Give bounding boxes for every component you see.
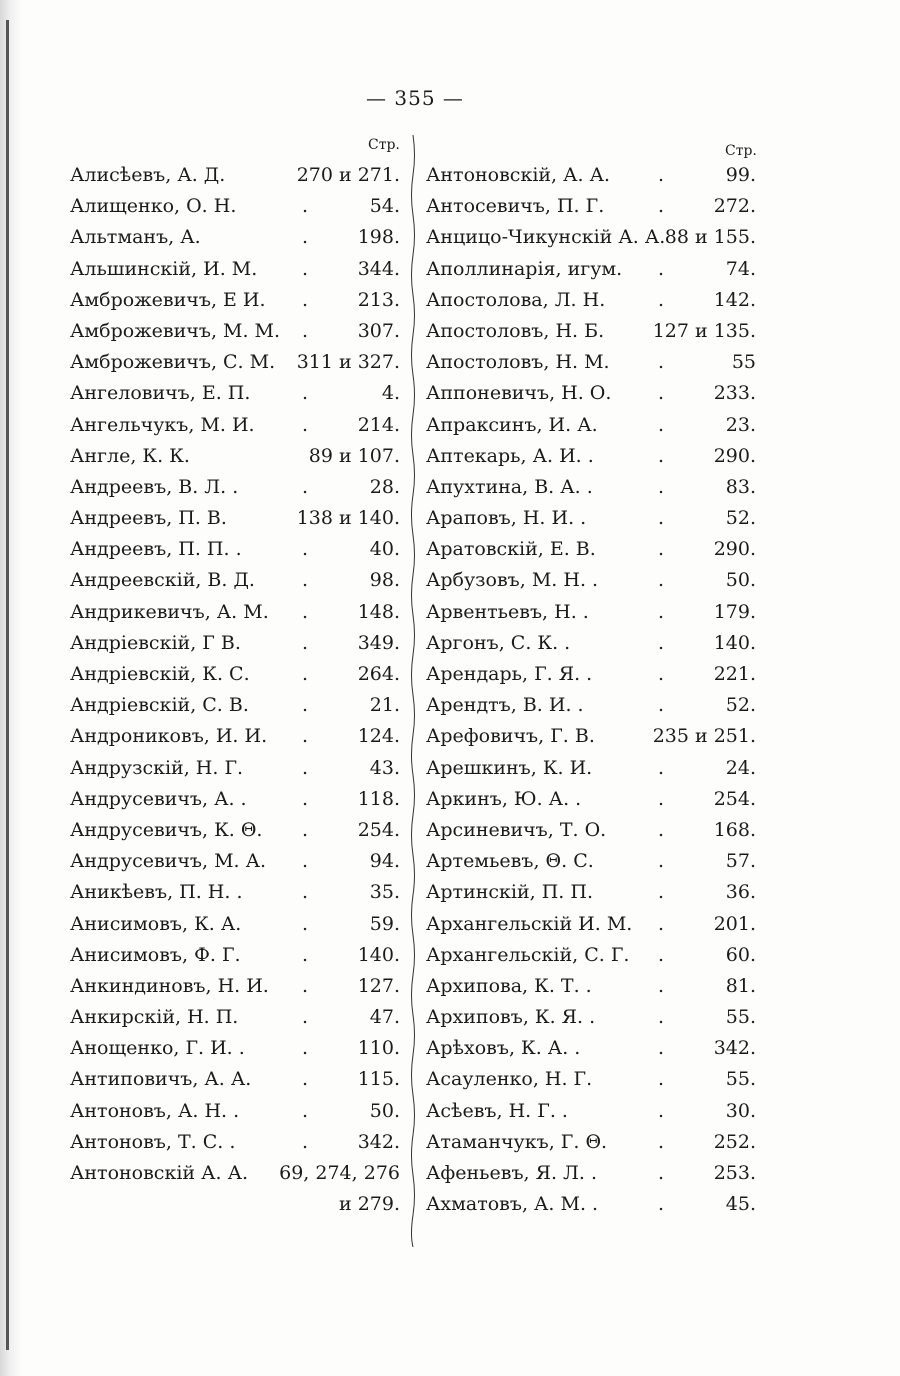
right-index-column <box>426 160 760 1220</box>
index-entry <box>70 347 404 378</box>
entry-leader: . <box>302 756 309 779</box>
entry-leader: . <box>658 507 665 530</box>
entry-leader: . <box>302 413 309 436</box>
entry-name: Асауленко, Н. Г. <box>426 1068 593 1091</box>
entry-name: Андрикевичъ, А. М. <box>70 600 269 623</box>
index-entry <box>426 160 760 191</box>
entry-leader: . <box>658 694 665 717</box>
entry-name: Аратовскій, Е. В. <box>426 538 596 561</box>
entry-name: Андріевскій, К. С. <box>70 663 250 685</box>
entry-leader: . <box>302 1099 309 1122</box>
entry-name: Андрузскій, Н. Г. <box>70 756 244 779</box>
entry-pages: 198. <box>357 226 400 249</box>
entry-leader: . <box>658 413 665 436</box>
entry-name: Анкиндиновъ, Н. И. <box>70 974 269 997</box>
entry-leader: . <box>658 850 665 873</box>
entry-leader: . <box>658 1099 665 1122</box>
entry-name: Андрусевичъ, М. А. <box>70 850 267 873</box>
entry-pages: 140. <box>357 943 400 966</box>
entry-leader: . <box>658 663 665 685</box>
entry-pages: 311 и 327. <box>296 351 400 374</box>
entry-leader: . <box>658 195 665 218</box>
entry-name: Аптекарь, А. И. . <box>426 444 594 467</box>
entry-name: Антосевичъ, П. Г. <box>426 195 605 218</box>
entry-name: Асѣевъ, Н. Г. . <box>426 1099 568 1122</box>
entry-pages: 4. <box>381 382 400 405</box>
entry-name: Андріевскій, С. В. <box>70 694 249 717</box>
entry-name: Андріевскій, Г В. <box>70 631 241 654</box>
entry-pages: 342. <box>357 1130 400 1153</box>
entry-leader: . <box>658 756 665 779</box>
entry-pages: 55. <box>725 1068 756 1091</box>
entry-pages: 349. <box>357 631 400 654</box>
index-entry <box>70 1127 404 1158</box>
entry-name: Анисимовъ, Ф. Г. <box>70 943 241 966</box>
index-entry <box>426 690 760 721</box>
index-entry <box>426 753 760 784</box>
entry-pages: 254. <box>713 787 756 810</box>
entry-pages: 54. <box>369 195 400 218</box>
index-entry <box>70 191 404 222</box>
index-entry <box>426 565 760 596</box>
index-entry <box>426 222 760 253</box>
entry-leader: . <box>302 725 309 748</box>
entry-pages: 252. <box>713 1130 756 1153</box>
entry-pages: 59. <box>369 912 400 935</box>
entry-name: Амброжевичъ, М. М. <box>70 319 281 342</box>
entry-name: Алищенко, О. Н. <box>70 195 237 218</box>
index-entry <box>70 940 404 971</box>
entry-name: Архиповъ, К. Я. . <box>426 1006 596 1029</box>
entry-leader: . <box>658 475 665 498</box>
entry-pages: 290. <box>713 538 756 561</box>
entry-name: Арешкинъ, К. И. <box>426 756 593 779</box>
entry-name: Арендтъ, В. И. . <box>426 694 584 717</box>
entry-pages: 127. <box>357 974 400 997</box>
entry-name: Артемьевъ, Θ. С. <box>426 850 594 873</box>
entry-leader: . <box>302 663 309 685</box>
entry-name: Альшинскій, И. М. <box>70 257 258 280</box>
entry-pages: 290. <box>713 444 756 467</box>
entry-leader: . <box>658 1006 665 1029</box>
entry-name: Аркинъ, Ю. А. . <box>426 787 582 810</box>
entry-leader: . <box>302 1006 309 1029</box>
index-entry <box>70 503 404 534</box>
entry-pages: 138 и 140. <box>296 507 400 530</box>
entry-name: Араповъ, Н. И. . <box>426 507 587 530</box>
left-column-header: Стр. <box>368 137 400 153</box>
index-entry <box>426 191 760 222</box>
index-entry <box>70 316 404 347</box>
entry-name: Андреевскій, В. Д. <box>70 569 255 592</box>
entry-pages: 253. <box>713 1162 756 1184</box>
entry-pages: 148. <box>357 600 400 623</box>
index-entry <box>70 597 404 628</box>
index-entry <box>70 971 404 1002</box>
entry-pages: 83. <box>725 475 756 498</box>
entry-pages: 307. <box>357 319 400 342</box>
index-entry <box>426 721 760 752</box>
index-entry <box>426 1002 760 1033</box>
entry-name: Арѣховъ, К. А. . <box>426 1037 581 1060</box>
entry-leader: . <box>658 351 665 374</box>
entry-pages: 233. <box>713 382 756 405</box>
entry-pages: 23. <box>725 413 756 436</box>
index-entry <box>426 1127 760 1158</box>
entry-name: Артинскій, П. П. <box>426 881 593 904</box>
entry-leader: . <box>658 164 665 186</box>
entry-pages: 235 и 251. <box>652 725 756 748</box>
index-entry <box>70 846 404 877</box>
entry-pages: 115. <box>357 1068 400 1091</box>
index-entry <box>426 1158 760 1189</box>
index-entry <box>70 628 404 659</box>
entry-leader: . <box>658 1068 665 1091</box>
index-entry <box>70 441 404 472</box>
entry-pages: 50. <box>725 569 756 592</box>
entry-pages: 88 и 155. <box>664 226 756 249</box>
entry-name: Афеньевъ, Я. Л. . <box>426 1162 598 1184</box>
entry-pages: 118. <box>357 787 400 810</box>
index-entry <box>426 285 760 316</box>
entry-leader: . <box>302 600 309 623</box>
entry-name: Алисѣевъ, А. Д. <box>70 164 226 186</box>
index-entry <box>70 753 404 784</box>
entry-name: Арвентьевъ, Н. . <box>426 600 589 623</box>
entry-pages: 142. <box>713 288 756 311</box>
index-entry <box>426 1064 760 1095</box>
entry-leader: . <box>658 288 665 311</box>
entry-leader: . <box>302 319 309 342</box>
entry-name: Антоновъ, А. Н. . <box>70 1099 240 1122</box>
left-index-column <box>70 160 404 1220</box>
index-entry <box>70 1158 404 1189</box>
entry-pages: 45. <box>725 1193 756 1216</box>
entry-pages: 99. <box>725 164 756 186</box>
entry-pages: 57. <box>725 850 756 873</box>
entry-pages: 221. <box>713 663 756 685</box>
entry-pages: 52. <box>725 507 756 530</box>
entry-leader: . <box>302 1068 309 1091</box>
index-entry <box>426 1096 760 1127</box>
entry-pages: 270 и 271. <box>296 164 400 186</box>
entry-pages: 264. <box>357 663 400 685</box>
entry-name: Антоновскій, А. А. <box>426 164 611 186</box>
entry-pages: 124. <box>357 725 400 748</box>
entry-leader: . <box>658 1037 665 1060</box>
entry-name: Апостоловъ, Н. М. <box>426 351 610 374</box>
entry-pages: 43. <box>369 756 400 779</box>
index-entry <box>426 971 760 1002</box>
entry-leader: . <box>302 943 309 966</box>
entry-name: Англе, К. К. <box>70 444 190 467</box>
binding-line <box>6 20 9 1350</box>
index-entry <box>70 160 404 191</box>
index-entry <box>426 784 760 815</box>
entry-pages: 47. <box>369 1006 400 1029</box>
entry-leader: . <box>658 881 665 904</box>
entry-leader: . <box>302 382 309 405</box>
entry-pages: 69, 274, 276 <box>279 1162 400 1184</box>
entry-pages: 89 и 107. <box>308 444 400 467</box>
index-entry <box>426 846 760 877</box>
entry-pages: 28. <box>369 475 400 498</box>
index-entry <box>70 1189 404 1220</box>
index-entry <box>70 222 404 253</box>
entry-pages: 214. <box>357 413 400 436</box>
entry-name: Анисимовъ, К. А. <box>70 912 242 935</box>
entry-leader: . <box>302 1130 309 1153</box>
entry-pages: 50. <box>369 1099 400 1122</box>
entry-leader: . <box>302 538 309 561</box>
entry-name: Амброжевичъ, Е И. <box>70 288 266 311</box>
entry-pages: 201. <box>713 912 756 935</box>
entry-name: Андреевъ, П. П. . <box>70 538 242 561</box>
entry-name: Андреевъ, П. В. <box>70 507 227 530</box>
index-entry <box>426 534 760 565</box>
entry-pages: 140. <box>713 631 756 654</box>
entry-leader: . <box>302 226 309 249</box>
index-entry <box>70 565 404 596</box>
entry-leader: . <box>658 631 665 654</box>
entry-name: Арсиневичъ, Т. О. <box>426 818 607 841</box>
index-entry <box>70 1064 404 1095</box>
entry-pages: 30. <box>725 1099 756 1122</box>
index-entry <box>426 909 760 940</box>
index-entry <box>426 316 760 347</box>
entry-pages: 98. <box>369 569 400 592</box>
entry-pages: 344. <box>357 257 400 280</box>
entry-name: Арефовичъ, Г. В. <box>426 725 595 748</box>
entry-leader: . <box>302 881 309 904</box>
entry-leader: . <box>658 569 665 592</box>
entry-pages: 110. <box>357 1037 400 1060</box>
entry-name: Архипова, К. Т. . <box>426 974 592 997</box>
index-entry <box>70 1033 404 1064</box>
entry-pages: 342. <box>713 1037 756 1060</box>
index-entry <box>70 410 404 441</box>
index-entry <box>426 659 760 690</box>
entry-name: Андреевъ, В. Л. . <box>70 475 239 498</box>
entry-leader: . <box>302 850 309 873</box>
index-entry <box>426 378 760 409</box>
entry-leader: . <box>658 818 665 841</box>
entry-pages: 55 <box>731 351 756 374</box>
entry-name: Ахматовъ, А. М. . <box>426 1193 599 1216</box>
entry-pages: 40. <box>369 538 400 561</box>
index-entry <box>426 472 760 503</box>
entry-leader: . <box>658 912 665 935</box>
entry-leader: . <box>302 569 309 592</box>
entry-name: Архангельскій И. М. <box>426 912 633 935</box>
entry-pages: 52. <box>725 694 756 717</box>
entry-leader: . <box>302 974 309 997</box>
entry-name: Апостолова, Л. Н. <box>426 288 606 311</box>
column-divider <box>410 135 416 1247</box>
index-entry <box>426 254 760 285</box>
entry-leader: . <box>302 288 309 311</box>
entry-name: Антоновскій А. А. <box>70 1162 248 1184</box>
index-entry <box>426 628 760 659</box>
index-entry <box>426 503 760 534</box>
entry-name: Аполлинарія, игум. <box>426 257 623 280</box>
entry-pages: 60. <box>725 943 756 966</box>
index-entry <box>426 1189 760 1220</box>
entry-name: Анцицо-Чикунскій А. А. <box>426 226 666 249</box>
entry-name: Антиповичъ, А. А. <box>70 1068 252 1091</box>
index-entry <box>426 1033 760 1064</box>
entry-leader: . <box>658 1130 665 1153</box>
entry-pages: 24. <box>725 756 756 779</box>
index-entry <box>70 784 404 815</box>
entry-name: Андрусевичъ, А. . <box>70 787 247 810</box>
entry-leader: . <box>302 631 309 654</box>
index-entry <box>70 472 404 503</box>
index-entry <box>70 534 404 565</box>
index-entry <box>70 254 404 285</box>
entry-leader: . <box>658 974 665 997</box>
entry-name: Аргонъ, С. К. . <box>426 631 571 654</box>
entry-name: Амброжевичъ, С. М. <box>70 351 276 374</box>
entry-name: Атаманчукъ, Г. Θ. <box>426 1130 608 1153</box>
index-entry <box>70 815 404 846</box>
entry-name: Арбузовъ, М. Н. . <box>426 569 599 592</box>
index-entry <box>70 1096 404 1127</box>
entry-pages: 254. <box>357 818 400 841</box>
entry-leader: . <box>658 1162 665 1184</box>
index-entry <box>70 1002 404 1033</box>
entry-name: Арендарь, Г. Я. . <box>426 663 593 685</box>
entry-leader: . <box>658 943 665 966</box>
entry-pages: 35. <box>369 881 400 904</box>
entry-name: Анкирскій, Н. П. <box>70 1006 239 1029</box>
entry-pages: 94. <box>369 850 400 873</box>
entry-pages: 21. <box>369 694 400 717</box>
entry-name: Андрониковъ, И. И. <box>70 725 268 748</box>
entry-name: Ангельчукъ, М. И. <box>70 413 255 436</box>
entry-leader: . <box>302 694 309 717</box>
entry-pages: 168. <box>713 818 756 841</box>
entry-leader: . <box>302 818 309 841</box>
index-entry <box>70 378 404 409</box>
entry-leader: . <box>302 1037 309 1060</box>
entry-leader: . <box>658 1193 665 1216</box>
index-entry <box>70 877 404 908</box>
entry-leader: . <box>658 600 665 623</box>
index-entry <box>70 659 404 690</box>
entry-pages: 213. <box>357 288 400 311</box>
entry-name: Аппоневичъ, Н. О. <box>426 382 612 405</box>
entry-pages: 272. <box>713 195 756 218</box>
entry-name: Ангеловичъ, Е. П. <box>70 382 251 405</box>
entry-leader: . <box>658 444 665 467</box>
index-entry <box>70 690 404 721</box>
index-entry <box>70 285 404 316</box>
index-entry <box>70 721 404 752</box>
entry-name: Андрусевичъ, К. Θ. <box>70 818 263 841</box>
entry-name: Аникѣевъ, П. Н. . <box>70 881 243 904</box>
index-entry <box>70 909 404 940</box>
entry-name: Апостоловъ, Н. Б. <box>426 319 605 342</box>
entry-name: Анощенко, Г. И. . <box>70 1037 245 1060</box>
entry-name: Альтманъ, А. <box>70 226 201 249</box>
index-entry <box>426 597 760 628</box>
right-column-header: Стр. <box>725 143 757 159</box>
index-entry <box>426 410 760 441</box>
index-entry <box>426 877 760 908</box>
index-entry <box>426 815 760 846</box>
entry-leader: . <box>658 538 665 561</box>
entry-pages: 36. <box>725 881 756 904</box>
entry-pages: 127 и 135. <box>652 319 756 342</box>
index-entry <box>426 347 760 378</box>
index-entry <box>426 441 760 472</box>
page-number: — 355 — <box>366 86 464 110</box>
entry-leader: . <box>658 257 665 280</box>
entry-leader: . <box>302 912 309 935</box>
entry-name: Архангельскій, С. Г. <box>426 943 630 966</box>
entry-leader: . <box>302 475 309 498</box>
index-entry <box>426 940 760 971</box>
page-edge <box>0 0 22 1376</box>
entry-name: Апухтина, В. А. . <box>426 475 593 498</box>
entry-leader: . <box>658 787 665 810</box>
entry-leader: . <box>302 195 309 218</box>
entry-name: Антоновъ, Т. С. . <box>70 1130 236 1153</box>
entry-name: Апраксинъ, И. А. <box>426 413 598 436</box>
entry-pages: 55. <box>725 1006 756 1029</box>
entry-pages: 74. <box>725 257 756 280</box>
entry-leader: . <box>658 382 665 405</box>
entry-pages: и 279. <box>338 1193 400 1216</box>
entry-pages: 179. <box>713 600 756 623</box>
entry-pages: 81. <box>725 974 756 997</box>
entry-leader: . <box>302 257 309 280</box>
entry-leader: . <box>302 787 309 810</box>
